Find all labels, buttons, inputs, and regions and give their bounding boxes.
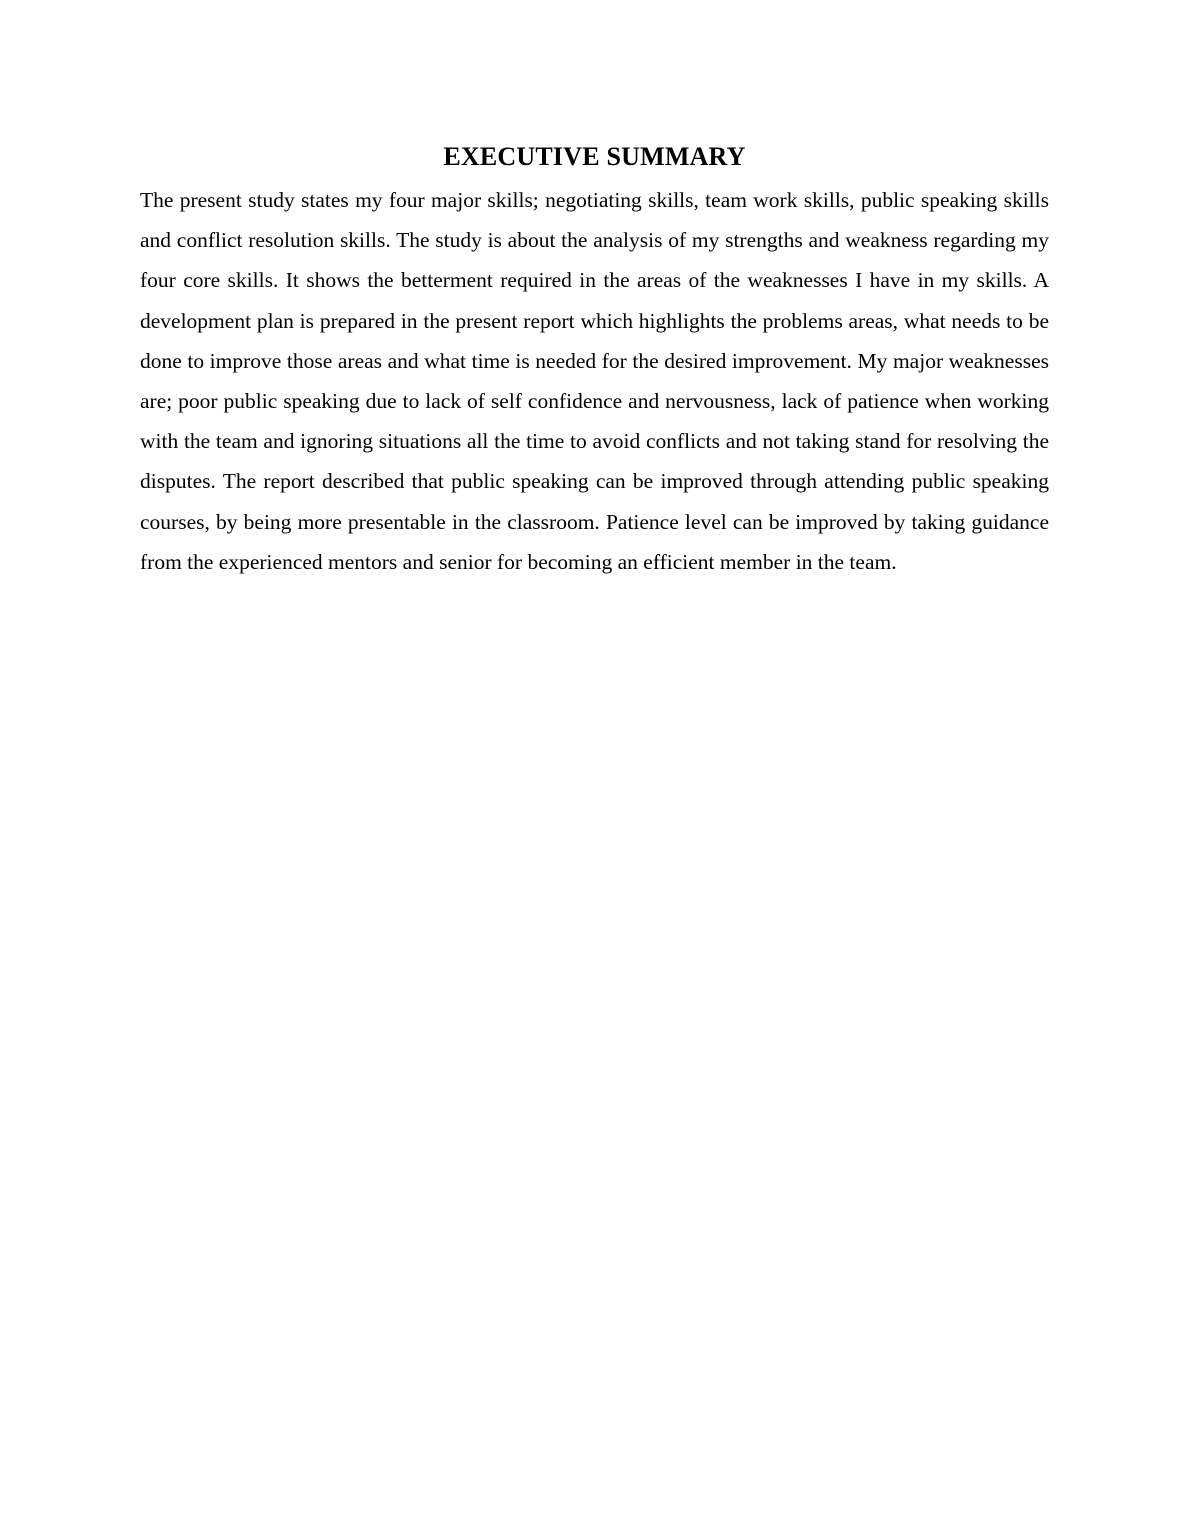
summary-paragraph: The present study states my four major skills; negotiating skills, team work skills, public speaking skills and conflict resolution skills. The study is about the analysis of my strengths and weakness regarding my four core skills. It shows the betterment required in the areas of the weaknesses I have in my skills. A development plan is prepared in the present report which highlights the problems areas, what needs to be done to improve those areas and what time is needed for the desired improvement. My major weaknesses are; poor public speaking due to lack of self confidence and nervousness, lack of patience when working with the team and ignoring situations all the time to avoid conflicts and not taking stand for resolving the disputes. The report described that public speaking can be improved through attending public speaking courses, by being more presentable in the classroom. Patience level can be improved by taking guidance from the experienced mentors and senior for becoming an efficient member in the team.: [140, 188, 1049, 574]
page-content: [140, 138, 1049, 582]
page-title: EXECUTIVE SUMMARY: [443, 142, 746, 171]
